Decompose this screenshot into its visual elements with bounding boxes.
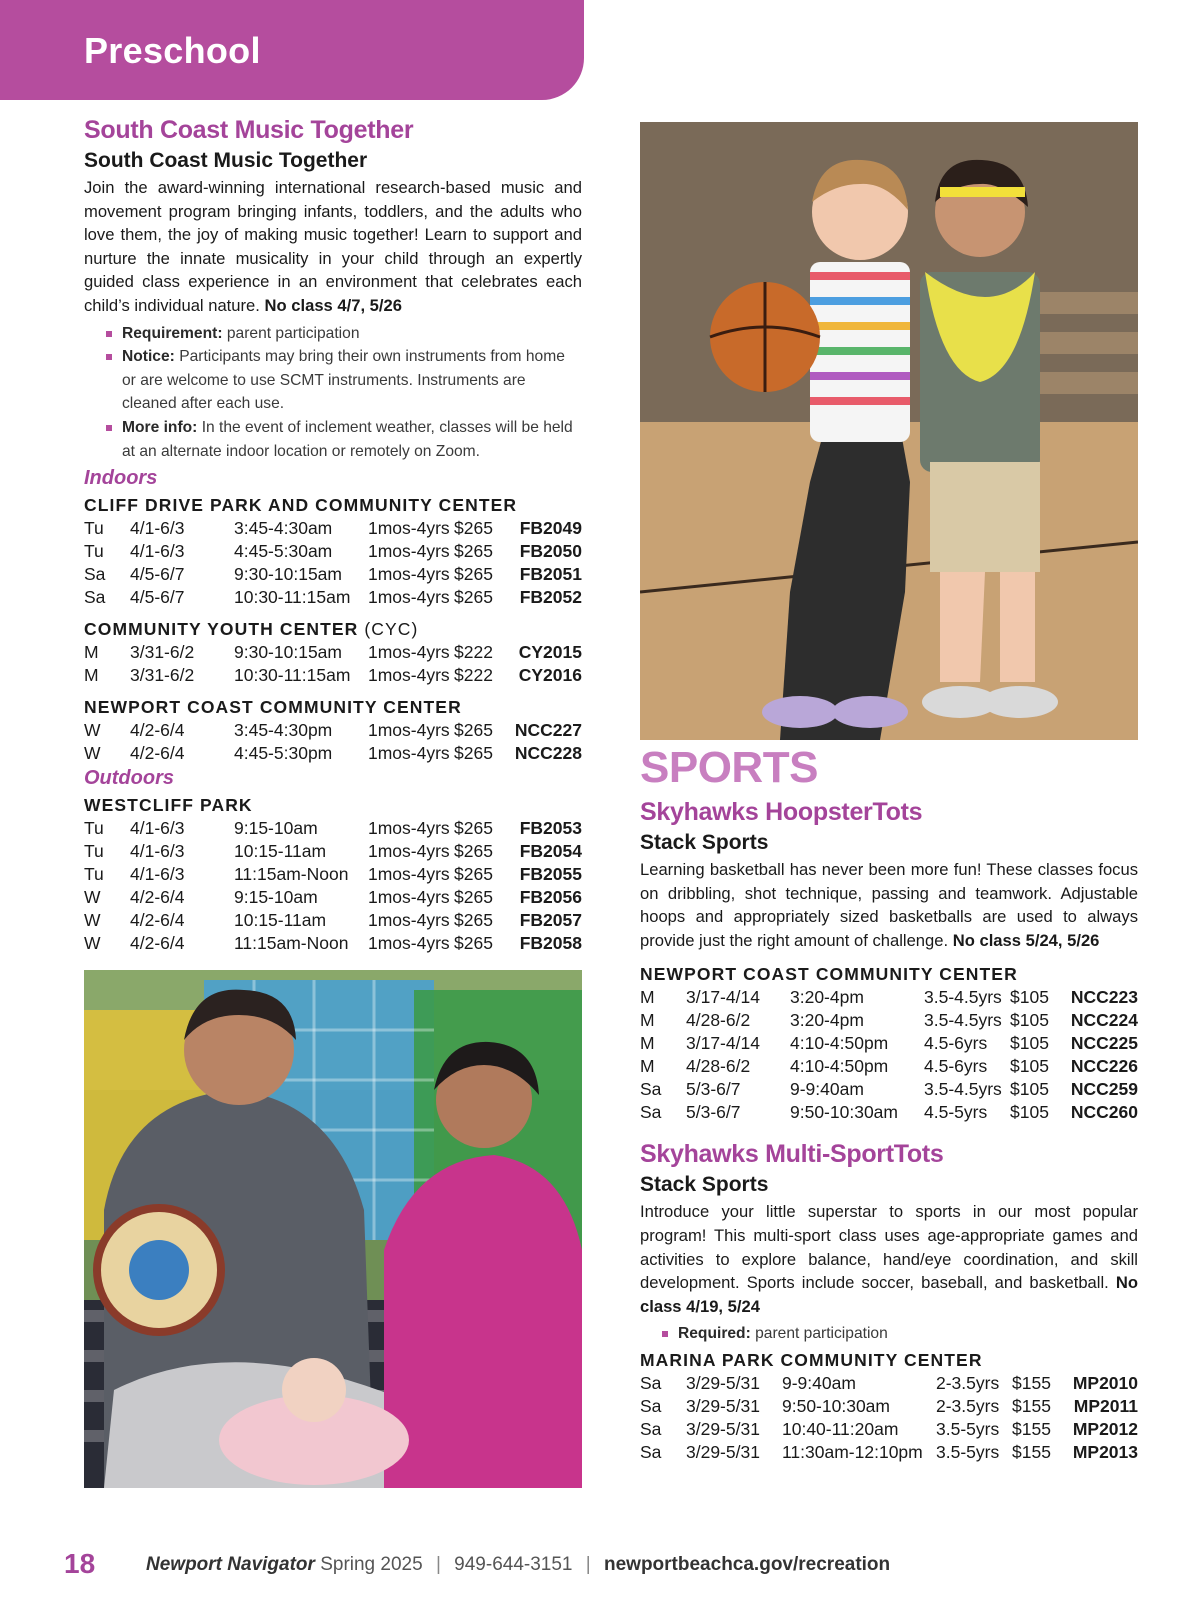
description-text: Introduce your little superstar to sports in our most popular program! This multi-sport class uses age-appropriate games and activities to explore balance, hand/eye coordination, and skill development. Sports include soccer, baseball, and basketball. (640, 1202, 1138, 1293)
schedule-dates: 4/5-6/7 (130, 564, 185, 585)
schedule-dates: 4/28-6/2 (686, 1010, 751, 1031)
schedule-price: $105 (1010, 1102, 1049, 1123)
schedule-time: 3:20-4pm (790, 987, 864, 1008)
schedule-price: $222 (454, 642, 493, 663)
schedule-day: Sa (640, 1079, 662, 1100)
schedule-code: NCC228 (514, 743, 582, 764)
bullet-label: Requirement: (122, 324, 223, 342)
schedule-time: 11:15am-Noon (234, 864, 349, 885)
indoors-heading: Indoors (84, 467, 158, 490)
schedule-time: 10:30-11:15am (234, 587, 351, 608)
schedule-code: NCC223 (1070, 987, 1138, 1008)
description-text: Learning basketball has never been more fun! These classes focus on dribbling, shot technique, passing and teamwork. Adjustable hoops and appropriately sized basketballs are used to always provide just the right amount of challenge. (640, 860, 1138, 950)
schedule-day: W (84, 910, 101, 931)
schedule-price: $265 (454, 910, 493, 931)
schedule-day: Tu (84, 841, 104, 862)
schedule-day: Sa (640, 1372, 662, 1393)
program-title: Skyhawks Multi-SportTots (640, 1140, 944, 1169)
schedule-dates: 4/1-6/3 (130, 841, 185, 862)
schedule-age: 1mos-4yrs (368, 864, 450, 885)
schedule-dates: 3/29-5/31 (686, 1372, 760, 1393)
schedule-row (84, 742, 582, 765)
schedule-age: 3.5-4.5yrs (924, 987, 1002, 1008)
schedule-time: 3:45-4:30am (234, 518, 333, 539)
schedule-day: W (84, 743, 101, 764)
music-together-column (84, 114, 582, 955)
schedule-row (640, 1372, 1138, 1395)
schedule-table (84, 641, 582, 687)
schedule-time: 3:20-4pm (790, 1010, 864, 1031)
banner-title: Preschool (84, 30, 261, 71)
schedule-day: W (84, 720, 101, 741)
schedule-age: 3.5-4.5yrs (924, 1079, 1002, 1100)
schedule-table (84, 817, 582, 955)
schedule-day: M (84, 642, 99, 663)
schedule-age: 1mos-4yrs (368, 720, 450, 741)
schedule-time: 10:30-11:15am (234, 665, 351, 686)
schedule-price: $265 (454, 518, 493, 539)
schedule-dates: 3/31-6/2 (130, 665, 195, 686)
program-description (640, 858, 1138, 952)
sports-column (640, 744, 1138, 1464)
schedule-code: FB2053 (519, 818, 582, 839)
bullet-text: In the event of inclement weather, classes will be held at an alternate indoor location or remotely on Zoom. (122, 418, 573, 460)
bullet-label: More info: (122, 418, 198, 436)
schedule-row (84, 817, 582, 840)
outdoors-heading: Outdoors (84, 767, 174, 790)
location-name (84, 617, 582, 641)
schedule-time: 4:45-5:30am (234, 541, 333, 562)
schedule-dates: 4/1-6/3 (130, 864, 185, 885)
schedule-time: 9:50-10:30am (790, 1102, 898, 1123)
schedule-dates: 4/2-6/4 (130, 720, 185, 741)
vendor-name: Stack Sports (640, 1173, 769, 1197)
schedule-dates: 3/31-6/2 (130, 642, 195, 663)
website-link[interactable]: newportbeachca.gov/recreation (604, 1554, 891, 1575)
schedule-time: 9:15-10am (234, 887, 318, 908)
schedule-row (84, 863, 582, 886)
schedule-dates: 3/17-4/14 (686, 987, 760, 1008)
schedule-code: FB2050 (519, 541, 582, 562)
schedule-price: $265 (454, 841, 493, 862)
location-abbrev: (CYC) (358, 619, 419, 640)
schedule-time: 10:40-11:20am (782, 1418, 899, 1439)
schedule-code: FB2051 (519, 564, 582, 585)
schedule-day: M (640, 987, 655, 1008)
schedule-age: 1mos-4yrs (368, 665, 450, 686)
schedule-age: 3.5-5yrs (936, 1418, 1000, 1439)
schedule-price: $265 (454, 887, 493, 908)
schedule-age: 1mos-4yrs (368, 587, 450, 608)
schedule-dates: 4/1-6/3 (130, 541, 185, 562)
schedule-code: MP2010 (1072, 1372, 1138, 1393)
schedule-price: $222 (454, 665, 493, 686)
program-description (84, 176, 582, 318)
schedule-day: Sa (640, 1418, 662, 1439)
schedule-code: NCC224 (1070, 1010, 1138, 1031)
schedule-row (640, 1009, 1138, 1032)
vendor-name: South Coast Music Together (84, 149, 368, 172)
schedule-price: $265 (454, 720, 493, 741)
schedule-age: 1mos-4yrs (368, 841, 450, 862)
schedule-row (84, 586, 582, 609)
kids-basketball-photo (640, 122, 1138, 740)
location-name: NEWPORT COAST COMMUNITY CENTER (640, 964, 1018, 985)
schedule-code: CY2015 (518, 642, 582, 663)
schedule-time: 9:50-10:30am (782, 1395, 890, 1416)
schedule-price: $265 (454, 587, 493, 608)
bullet-label: Required: (678, 1325, 751, 1343)
schedule-row (640, 1055, 1138, 1078)
schedule-code: FB2049 (519, 518, 582, 539)
schedule-age: 1mos-4yrs (368, 642, 450, 663)
bullet-text: Participants may bring their own instruments from home or are welcome to use SCMT instruments. Instruments are cleaned after each use. (122, 348, 565, 413)
schedule-dates: 4/28-6/2 (686, 1056, 751, 1077)
family-music-photo (84, 970, 582, 1488)
schedule-day: Tu (84, 818, 104, 839)
schedule-row (84, 909, 582, 932)
schedule-row (84, 719, 582, 742)
schedule-time: 4:10-4:50pm (790, 1056, 889, 1077)
schedule-time: 10:15-11am (234, 910, 327, 931)
schedule-code: FB2054 (519, 841, 582, 862)
schedule-price: $105 (1010, 1056, 1049, 1077)
schedule-time: 10:15-11am (234, 841, 327, 862)
description-text: Join the award-winning international research-based music and movement program bringing infants, toddlers, and the adults who love them, the joy of making music together! Learn to support and nurture the innate musicality in your child through an expertly guided class experience in an environment that celebrates each child’s individual nature. (84, 178, 582, 315)
schedule-time: 9:30-10:15am (234, 642, 342, 663)
schedule-code: FB2057 (519, 910, 582, 931)
schedule-row (640, 1101, 1138, 1124)
schedule-day: M (84, 665, 99, 686)
schedule-day: W (84, 887, 101, 908)
schedule-code: NCC260 (1070, 1102, 1138, 1123)
schedule-age: 2-3.5yrs (936, 1372, 1000, 1393)
schedule-table (640, 986, 1138, 1124)
bullet-item (106, 416, 582, 463)
schedule-age: 3.5-4.5yrs (924, 1010, 1002, 1031)
page-footer (64, 1546, 1164, 1586)
schedule-price: $155 (1012, 1395, 1051, 1416)
bullet-text: parent participation (755, 1325, 888, 1343)
schedule-age: 4.5-5yrs (924, 1102, 988, 1123)
sports-heading: SPORTS (640, 743, 818, 792)
schedule-price: $265 (454, 541, 493, 562)
schedule-row (640, 1395, 1138, 1418)
bullet-item (106, 345, 582, 416)
schedule-time: 3:45-4:30pm (234, 720, 333, 741)
schedule-table (84, 517, 582, 609)
schedule-dates: 5/3-6/7 (686, 1102, 741, 1123)
location-name: MARINA PARK COMMUNITY CENTER (640, 1349, 983, 1370)
schedule-price: $105 (1010, 1033, 1049, 1054)
schedule-day: Tu (84, 864, 104, 885)
schedule-dates: 4/5-6/7 (130, 587, 185, 608)
schedule-row (84, 886, 582, 909)
schedule-price: $105 (1010, 1010, 1049, 1031)
schedule-price: $265 (454, 564, 493, 585)
schedule-row (84, 540, 582, 563)
page-number: 18 (64, 1548, 96, 1579)
schedule-day: M (640, 1033, 655, 1054)
info-bullets (106, 322, 582, 464)
schedule-row (84, 932, 582, 955)
schedule-price: $155 (1012, 1418, 1051, 1439)
schedule-day: Tu (84, 541, 104, 562)
schedule-dates: 3/17-4/14 (686, 1033, 760, 1054)
location-name: WESTCLIFF PARK (84, 795, 253, 816)
bullet-item (106, 322, 582, 346)
schedule-code: NCC225 (1070, 1033, 1138, 1054)
schedule-day: Sa (640, 1102, 662, 1123)
schedule-day: Sa (640, 1395, 662, 1416)
schedule-code: FB2055 (519, 864, 582, 885)
no-class-note: No class 4/19, 5/24 (640, 1273, 1138, 1316)
schedule-age: 3.5-5yrs (936, 1441, 1000, 1462)
footer-separator: | (435, 1554, 441, 1575)
schedule-age: 1mos-4yrs (368, 518, 450, 539)
magazine-name: Newport Navigator (146, 1554, 315, 1575)
kids-basketball-illustration (640, 122, 1138, 740)
schedule-time: 11:15am-Noon (234, 933, 349, 954)
schedule-dates: 3/29-5/31 (686, 1441, 760, 1462)
schedule-price: $155 (1012, 1441, 1051, 1462)
schedule-time: 9:30-10:15am (234, 564, 342, 585)
schedule-age: 1mos-4yrs (368, 541, 450, 562)
schedule-code: FB2056 (519, 887, 582, 908)
schedule-price: $265 (454, 818, 493, 839)
schedule-age: 1mos-4yrs (368, 564, 450, 585)
schedule-age: 1mos-4yrs (368, 743, 450, 764)
schedule-table (640, 1372, 1138, 1464)
schedule-day: W (84, 933, 101, 954)
schedule-dates: 4/2-6/4 (130, 910, 185, 931)
program-title: South Coast Music Together (84, 116, 414, 144)
schedule-price: $265 (454, 743, 493, 764)
schedule-age: 1mos-4yrs (368, 887, 450, 908)
season: Spring 2025 (320, 1554, 423, 1575)
no-class-note: No class 5/24, 5/26 (952, 930, 1100, 950)
schedule-row (84, 517, 582, 540)
schedule-day: Tu (84, 518, 104, 539)
schedule-dates: 4/2-6/4 (130, 743, 185, 764)
schedule-dates: 5/3-6/7 (686, 1079, 741, 1100)
vendor-name: Stack Sports (640, 831, 769, 854)
schedule-dates: 4/1-6/3 (130, 518, 185, 539)
schedule-dates: 3/29-5/31 (686, 1418, 760, 1439)
indoor-schedules (84, 493, 582, 765)
schedule-time: 9:15-10am (234, 818, 318, 839)
schedule-code: MP2011 (1073, 1395, 1138, 1416)
schedule-code: NCC259 (1070, 1079, 1138, 1100)
schedule-dates: 3/29-5/31 (686, 1395, 760, 1416)
schedule-price: $105 (1010, 987, 1049, 1008)
bullet-item (662, 1322, 1138, 1346)
schedule-dates: 4/2-6/4 (130, 887, 185, 908)
schedule-dates: 4/1-6/3 (130, 818, 185, 839)
footer-separator: | (585, 1554, 591, 1575)
location-title: NEWPORT COAST COMMUNITY CENTER (84, 697, 462, 718)
schedule-age: 4.5-6yrs (924, 1033, 988, 1054)
section-banner (0, 0, 584, 100)
schedule-age: 4.5-6yrs (924, 1056, 988, 1077)
program-title: Skyhawks HoopsterTots (640, 798, 923, 826)
program-description (640, 1200, 1138, 1318)
schedule-time: 4:10-4:50pm (790, 1033, 889, 1054)
schedule-row (640, 1078, 1138, 1101)
schedule-code: FB2058 (519, 933, 582, 954)
schedule-day: M (640, 1010, 655, 1031)
family-music-illustration (84, 970, 582, 1488)
schedule-row (640, 1418, 1138, 1441)
schedule-age: 1mos-4yrs (368, 933, 450, 954)
schedule-row (84, 563, 582, 586)
schedule-day: Sa (84, 564, 106, 585)
schedule-day: M (640, 1056, 655, 1077)
schedule-code: CY2016 (518, 665, 582, 686)
schedule-dates: 4/2-6/4 (130, 933, 185, 954)
location-title: CLIFF DRIVE PARK AND COMMUNITY CENTER (84, 495, 518, 516)
schedule-code: MP2013 (1072, 1441, 1138, 1462)
schedule-age: 2-3.5yrs (936, 1395, 1000, 1416)
schedule-row (84, 664, 582, 687)
schedule-row (84, 641, 582, 664)
phone-number: 949-644-3151 (454, 1554, 573, 1575)
schedule-time: 11:30am-12:10pm (782, 1441, 923, 1462)
schedule-code: MP2012 (1072, 1418, 1138, 1439)
schedule-age: 1mos-4yrs (368, 818, 450, 839)
bullet-text: parent participation (226, 324, 360, 342)
schedule-time: 9-9:40am (782, 1372, 856, 1393)
schedule-code: NCC227 (514, 720, 582, 741)
schedule-row (84, 840, 582, 863)
schedule-day: Sa (84, 587, 106, 608)
schedule-row (640, 1032, 1138, 1055)
footer-line (146, 1554, 890, 1576)
schedule-day: Sa (640, 1441, 662, 1462)
bullet-label: Notice: (122, 348, 175, 366)
schedule-table (84, 719, 582, 765)
schedule-price: $265 (454, 864, 493, 885)
schedule-row (640, 1441, 1138, 1464)
location-name (84, 695, 582, 719)
location-title: COMMUNITY YOUTH CENTER (84, 619, 359, 640)
schedule-time: 4:45-5:30pm (234, 743, 333, 764)
no-class-note: No class 4/7, 5/26 (264, 295, 402, 315)
schedule-price: $105 (1010, 1079, 1049, 1100)
schedule-code: FB2052 (519, 587, 582, 608)
info-bullets (662, 1322, 1138, 1346)
schedule-time: 9-9:40am (790, 1079, 864, 1100)
schedule-row (640, 986, 1138, 1009)
schedule-price: $265 (454, 933, 493, 954)
location-name (84, 493, 582, 517)
schedule-age: 1mos-4yrs (368, 910, 450, 931)
schedule-price: $155 (1012, 1372, 1051, 1393)
schedule-code: NCC226 (1070, 1056, 1138, 1077)
